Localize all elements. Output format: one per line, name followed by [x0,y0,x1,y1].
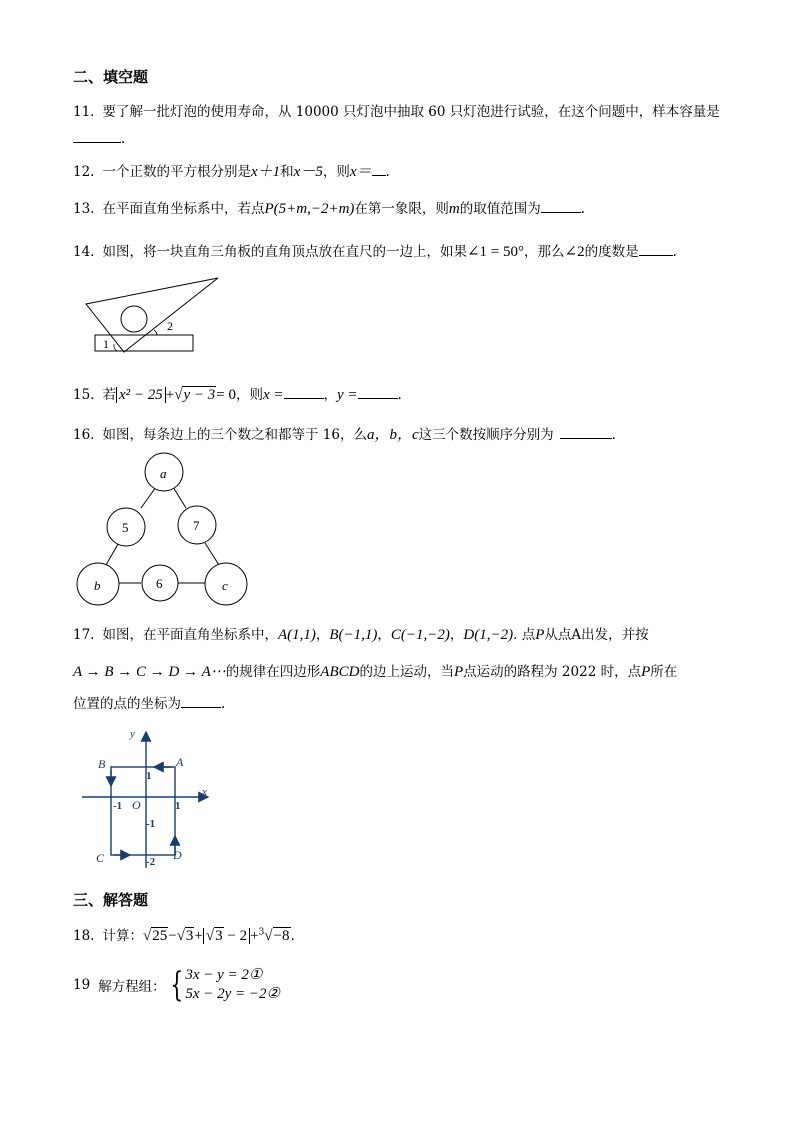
question-18 [73,924,295,945]
triangle-hole [121,306,147,332]
question-text: 的取值范围为 [459,201,541,217]
question-number: 16. [73,427,95,443]
y-tick-1: 1 [146,770,152,782]
square-root-expression: 25 [152,928,168,944]
point-a: A(1,1) [277,627,316,643]
question-19 [73,966,280,1004]
question-text: 所在 [650,664,678,680]
math-variables: a，b，c [366,427,419,443]
answer-blank[interactable] [541,200,581,213]
equation-2: 5x − 2y = −2② [185,986,280,1002]
period: . [672,244,677,260]
question-text: 在第一象限，则 [354,201,449,217]
edge-line [173,487,186,508]
math-expression: P(5+m,−2+m) [264,201,355,217]
angle-2-arc [154,330,157,335]
question-text: 要了解一批灯泡的使用寿命，从 10000 只灯泡中抽取 60 只灯泡进行试验，在这个问题中，样本容量是 [102,104,720,120]
answer-blank-y[interactable] [358,386,398,399]
edge-line [205,543,219,565]
answer-blank-x[interactable] [284,386,324,399]
y-tick-neg1: -1 [146,818,156,830]
math-expression: x = [262,387,284,403]
math-operator: + [194,928,203,944]
section-heading-fill: 二、填空题 [73,68,149,86]
question-text: 从点A出发，并按 [544,627,649,643]
absolute-value-expression [203,928,250,944]
question-number: 19 [73,976,91,993]
question-text: ，那么 [524,244,565,260]
edge-line [106,544,118,565]
node-5-label: 5 [122,520,129,535]
question-text: 解方程组： [98,979,166,995]
math-expression: − 2 [227,928,248,944]
question-text: 点运动的路程为 2022 时，点 [463,664,642,680]
answer-blank[interactable] [639,243,673,256]
question-number: 11. [73,104,95,120]
x-tick-neg1: -1 [113,800,123,812]
node-7-label: 7 [193,518,200,533]
system-brace: { [170,965,183,1005]
vertex-c-label: C [96,851,105,865]
coordinate-plane-figure [80,726,216,870]
point-p: P [641,664,651,680]
period: . [221,696,226,712]
node-c-label: c [222,578,228,593]
math-expression: ∠2 [564,244,585,260]
node-b-label: b [94,578,101,593]
sqrt-sign: √ [142,928,152,944]
cube-root-index: 3 [258,927,265,938]
period: . [121,131,126,147]
node-a-label: a [160,466,167,481]
question-13 [73,197,585,218]
question-text: ，则 [322,164,350,180]
question-text: 如图，将一块直角三角板的直角顶点放在直尺的一边上，如果 [102,244,467,260]
sqrt-sign: √ [176,928,185,944]
point-p: P [535,627,545,643]
equation-1: 3x − y = 2① [185,967,263,983]
square-root-expression: 3 [185,928,194,944]
math-expression: x－5 [293,164,323,180]
number-triangle-figure [74,452,250,608]
question-15 [73,383,402,404]
question-text: 的边上运动，当 [359,664,454,680]
question-text: 和 [280,164,294,180]
section-heading-solve: 三、解答题 [73,891,149,909]
question-11 [73,100,720,120]
question-text: 在平面直角坐标系中，若点 [102,201,265,217]
question-text: 若 [102,387,116,403]
absolute-value-expression: x² − 25 [116,387,166,403]
question-number: 14. [73,244,95,260]
period: . [397,387,402,403]
angle-2-label: 2 [167,319,173,333]
question-text: 位置的点的坐标为 [73,696,181,712]
math-expression: = 0 [216,387,236,403]
question-text: 一个正数的平方根分别是 [102,164,251,180]
origin-label: O [132,798,141,812]
question-text: 这三个数按顺序分别为 [418,427,554,443]
question-text: ， [449,627,464,643]
math-expression: y = [337,387,358,403]
movement-path: A → B → C → D → A⋯ [73,664,226,680]
math-expression: ∠1 = 50° [466,244,525,260]
question-number: 18. [73,928,95,944]
question-number: 13. [73,201,95,217]
answer-blank[interactable] [181,695,221,708]
question-17-line-3 [73,692,225,712]
math-variable: m [448,201,460,217]
period: . [611,427,616,443]
sqrt-sign: √ [205,928,215,944]
angle-1-label: 1 [103,337,109,351]
straight-ruler [95,335,193,351]
equation-system [185,966,280,1004]
x-axis-label: x [202,786,207,798]
math-expression: x＋1 [250,164,281,180]
question-12 [73,160,390,181]
period: . [580,201,586,217]
point-p: P [453,664,464,680]
question-number: 15. [73,387,95,403]
point-c: C(−1,−2) [390,627,450,643]
x-tick-1: 1 [175,800,181,812]
question-text: ，则 [235,387,263,403]
vertex-a-label: A [176,755,184,769]
question-text: 的度数是 [584,244,639,260]
question-text: 计算： [102,928,143,944]
question-number: 12. [73,164,95,180]
math-expression: x＝ [349,164,372,180]
question-text: ， [377,627,391,643]
point-d: D(1,−2) [463,627,514,643]
question-text: ， [323,387,337,403]
question-text: 如图，每条边上的三个数之和都等于 16，么 [102,427,367,443]
edge-line [141,487,156,508]
node-6-label: 6 [156,576,163,591]
y-axis-label: y [130,728,135,740]
question-text: 的规律在四边形 [225,664,321,680]
sqrt-sign: √ [174,387,183,403]
answer-blank[interactable] [73,130,121,143]
period: . [290,928,295,944]
math-operator: + [250,928,259,944]
sqrt-sign: √ [264,928,273,944]
quadrilateral-name: ABCD [320,664,360,680]
math-operator: + [165,387,175,403]
angle-1-arc [114,344,117,351]
question-17-line-1 [73,623,649,644]
question-text: . 点 [513,627,536,643]
question-text: 如图，在平面直角坐标系中， [102,627,278,643]
question-14 [73,240,677,261]
point-b: B(−1,1) [329,627,378,643]
cube-root-expression: −8 [273,928,290,944]
square-root-expression: 3 [215,928,223,944]
vertex-d-label: D [173,848,182,862]
question-number: 17. [73,627,95,643]
question-16 [73,423,616,444]
triangle-ruler-figure [84,274,224,356]
y-tick-neg2: -2 [146,856,156,868]
answer-blank[interactable] [372,163,386,176]
question-17-line-2 [73,660,677,681]
question-text: ， [315,627,330,643]
answer-blank[interactable] [560,426,612,439]
square-root-expression: y − 3 [183,387,216,403]
vertex-b-label: B [98,757,106,771]
period: . [385,164,390,180]
question-11-answer-line [73,130,125,147]
math-operator: − [168,928,177,944]
